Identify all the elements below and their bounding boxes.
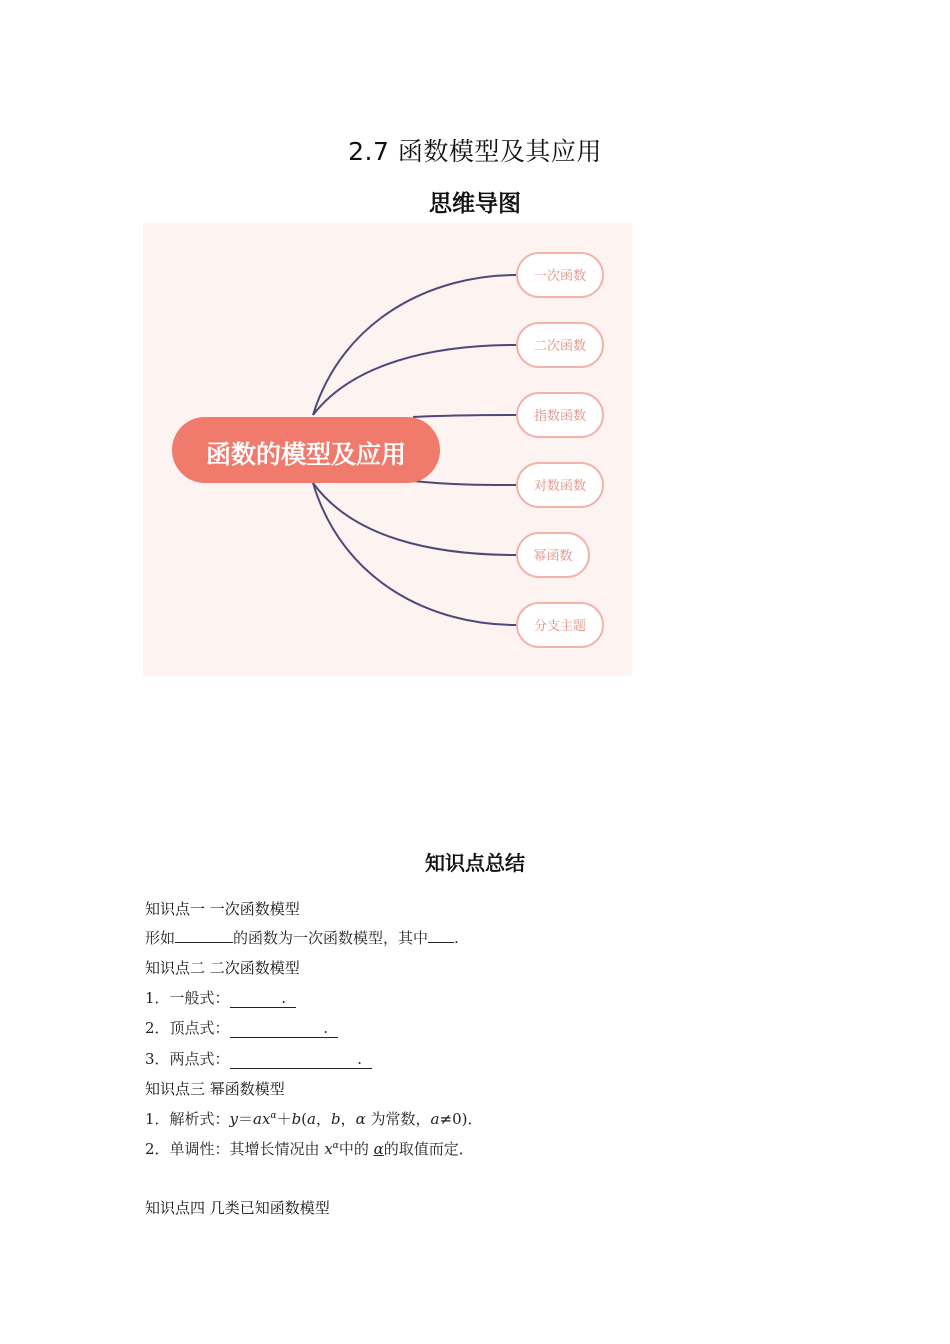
- kp3-var-b: b: [291, 1110, 302, 1128]
- kp3-var-a: a: [253, 1110, 262, 1128]
- mind-map-canvas: [143, 223, 632, 676]
- kp1-text-b: 的函数为一次函数模型，其中: [233, 929, 429, 947]
- kp3-exponent-alpha: α: [270, 1111, 277, 1121]
- branch-label-3: 指数函数: [533, 409, 587, 424]
- kp2-item-2: [145, 1017, 338, 1038]
- kp3-item-2-mid: 中的: [338, 1140, 374, 1158]
- kp2-item-1-label: 1．一般式：: [145, 989, 230, 1007]
- kp3-comma-2: ，: [340, 1110, 356, 1128]
- kp3-var-alpha: α: [355, 1110, 366, 1128]
- kp2-item-1-blank: [230, 989, 296, 1008]
- kp3-var-b2: b: [331, 1110, 341, 1128]
- kp1-blank-2: [428, 928, 454, 943]
- kp3-paren: (: [301, 1110, 308, 1128]
- kp1-text-c: .: [454, 929, 459, 947]
- kp1-heading: 知识点一 一次函数模型: [145, 900, 300, 918]
- kp2-item-2-label: 2．顶点式：: [145, 1019, 230, 1037]
- kp2-item-1-dot: .: [281, 989, 286, 1007]
- kp3-condition: ≠0)．: [439, 1110, 483, 1128]
- kp3-item-2-exponent: α: [332, 1141, 339, 1151]
- kp3-comma-1: ，: [315, 1110, 331, 1128]
- kp3-item-2-var-x: x: [324, 1140, 333, 1158]
- kp4-heading: 知识点四 几类已知函数模型: [145, 1199, 330, 1217]
- kp2-item-2-dot: .: [323, 1019, 328, 1037]
- kp1-blank-1: [175, 928, 233, 943]
- kp3-item-2-end: 的取值而定．: [383, 1140, 474, 1158]
- kp1-text: [145, 927, 459, 948]
- kp2-item-1: [145, 987, 296, 1008]
- kp3-const-text: 为常数，: [365, 1110, 431, 1128]
- kp3-plus: ＋: [276, 1110, 292, 1128]
- kp3-heading: 知识点三 幂函数模型: [145, 1080, 285, 1098]
- summary-heading: 知识点总结: [425, 851, 525, 875]
- branch-label-1: 一次函数: [533, 269, 587, 284]
- kp3-item-2-alpha: α: [373, 1140, 384, 1158]
- kp3-item-1-label: 1．解析式：: [145, 1110, 230, 1128]
- mind-map: [143, 223, 632, 676]
- kp2-item-3-dot: .: [357, 1050, 362, 1068]
- branch-label-6: 分支主题: [533, 619, 587, 634]
- kp2-heading: 知识点二 二次函数模型: [145, 959, 300, 977]
- kp3-item-2-label: 2．单调性：其增长情况由: [145, 1140, 325, 1158]
- kp2-item-2-blank: [230, 1019, 338, 1038]
- branch-label-2: 二次函数: [533, 339, 587, 354]
- kp3-item-1: [145, 1108, 482, 1129]
- kp3-equals: ＝: [238, 1110, 254, 1128]
- kp3-var-a3: a: [430, 1110, 440, 1128]
- kp2-item-3-label: 3．两点式：: [145, 1050, 230, 1068]
- branch-label-5: 幂函数: [533, 549, 573, 564]
- kp3-var-x: x: [262, 1110, 271, 1128]
- kp2-item-3-blank: [230, 1050, 372, 1069]
- kp3-var-y: y: [229, 1110, 239, 1128]
- mind-map-center-label: 函数的模型及应用: [205, 440, 407, 469]
- kp2-item-3: [145, 1048, 372, 1069]
- branch-label-4: 对数函数: [533, 479, 587, 494]
- kp1-text-a: 形如: [145, 929, 176, 947]
- mindmap-heading: 思维导图: [429, 191, 521, 217]
- kp3-var-a2: a: [307, 1110, 316, 1128]
- page-title: 2.7 函数模型及其应用: [348, 137, 602, 166]
- kp3-item-2: [145, 1138, 474, 1159]
